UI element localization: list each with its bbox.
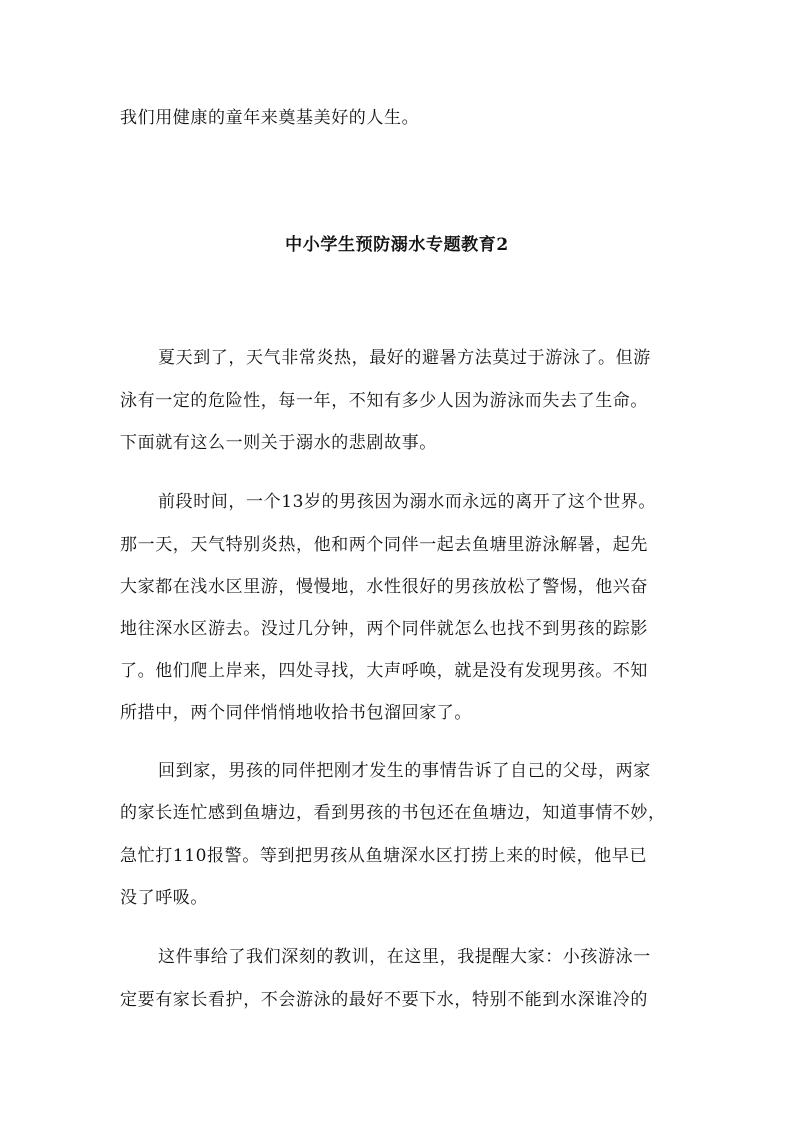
paragraph-2-line-1: 前段时间，一个13岁的男孩因为溺水而永远的离开了这个世界。 <box>158 492 657 512</box>
paragraph-1-line-2: 泳有一定的危险性，每一年，不知有多少人因为游泳而失去了生命。 <box>120 391 648 411</box>
paragraph-3-line-3: 急忙打110报警。等到把男孩从鱼塘深水区打捞上来的时候，他早已 <box>120 846 648 866</box>
section-title: 中小学生预防溺水专题教育2 <box>285 235 509 255</box>
paragraph-2-line-6: 所措中，两个同伴悄悄地收拾书包溜回家了。 <box>120 703 472 723</box>
paragraph-1-line-1: 夏天到了，天气非常炎热，最好的避暑方法莫过于游泳了。但游 <box>158 348 651 368</box>
paragraph-4-line-2: 定要有家长看护，不会游泳的最好不要下水，特别不能到水深谁冷的 <box>120 990 648 1010</box>
paragraph-2-line-3: 大家都在浅水区里游，慢慢地，水性很好的男孩放松了警惕，他兴奋 <box>120 577 648 597</box>
paragraph-1-line-3: 下面就有这么一则关于溺水的悲剧故事。 <box>120 433 437 453</box>
paragraph-4-line-1: 这件事给了我们深刻的教训，在这里，我提醒大家：小孩游泳一 <box>158 947 651 967</box>
paragraph-2-line-5: 了。他们爬上岸来，四处寻找，大声呼唤，就是没有发现男孩。不知 <box>120 661 648 681</box>
paragraph-2-line-4: 地往深水区游去。没过几分钟，两个同伴就怎么也找不到男孩的踪影 <box>120 619 648 639</box>
paragraph-3-line-4: 没了呼吸。 <box>120 888 208 908</box>
paragraph-2-line-2: 那一天，天气特别炎热，他和两个同伴一起去鱼塘里游泳解暑，起先 <box>120 535 648 555</box>
paragraph-3-line-2: 的家长连忙感到鱼塘边，看到男孩的书包还在鱼塘边，知道事情不妙， <box>120 803 666 823</box>
paragraph-3-line-1: 回到家，男孩的同伴把刚才发生的事情告诉了自己的父母，两家 <box>158 761 651 781</box>
intro-line: 我们用健康的童年来奠基美好的人生。 <box>120 108 420 128</box>
